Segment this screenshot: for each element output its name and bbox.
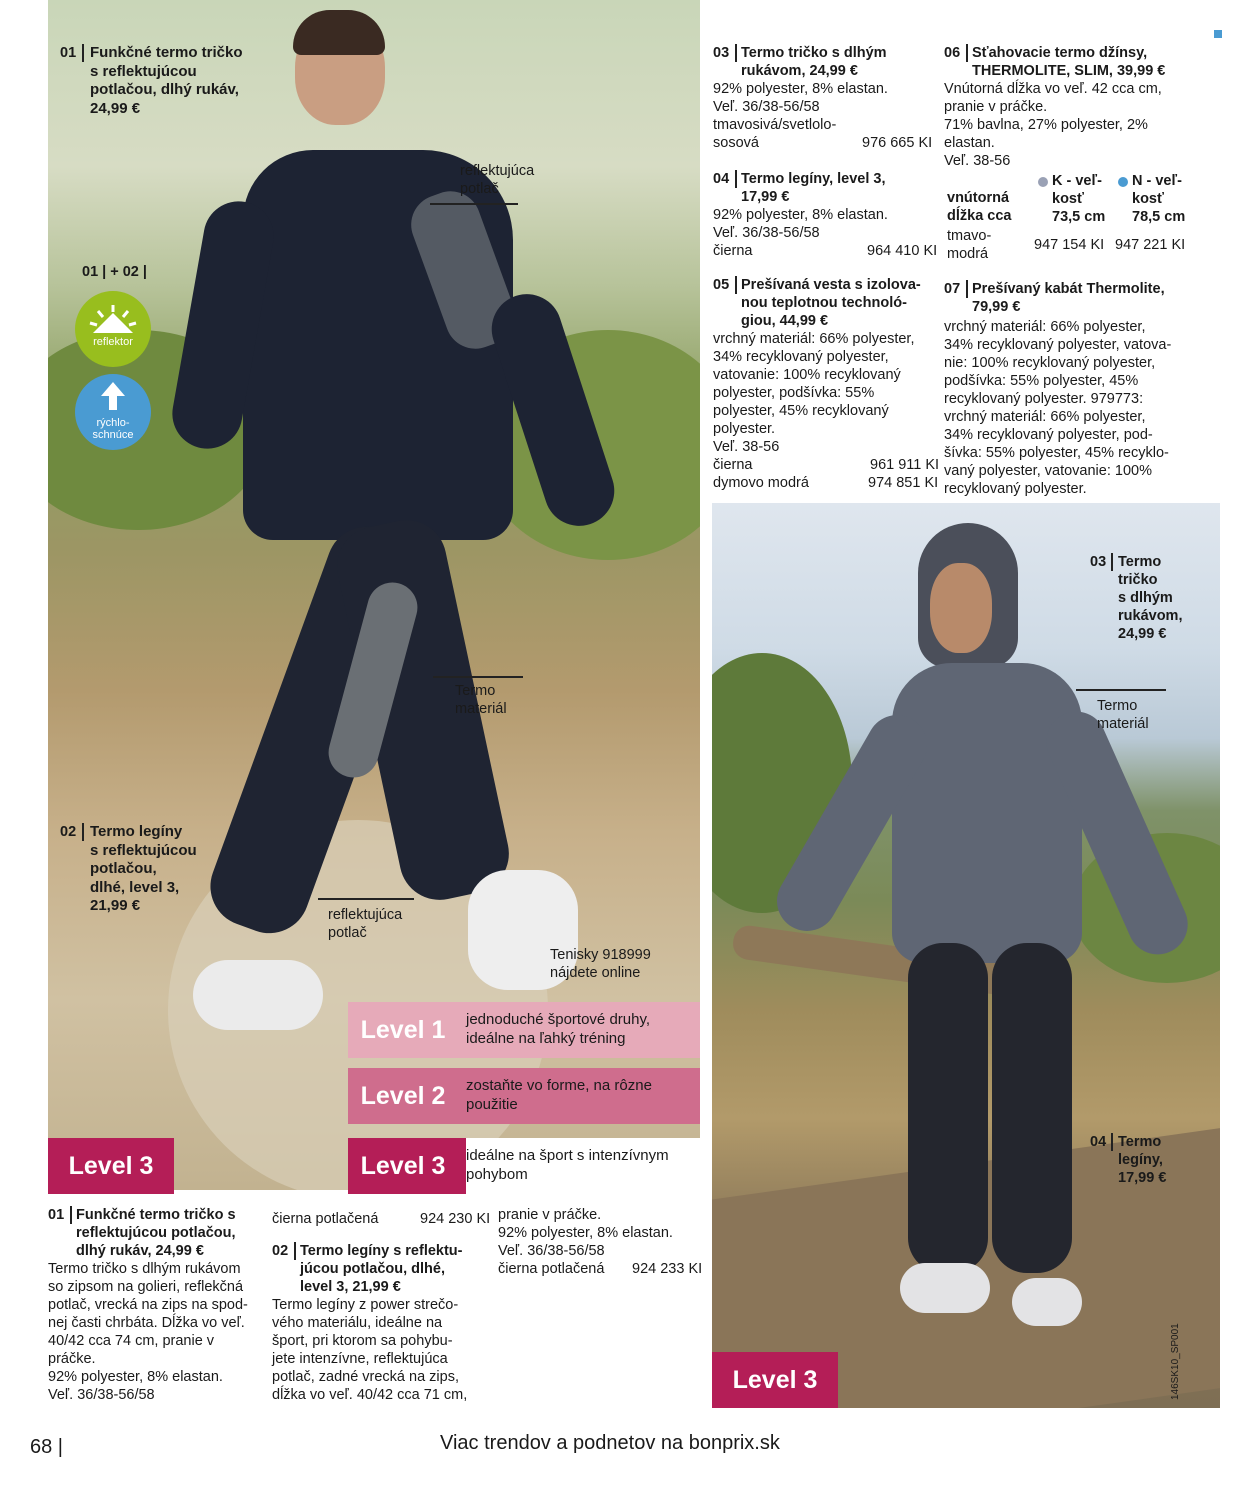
divider bbox=[82, 823, 84, 841]
corner-mark bbox=[1214, 30, 1222, 38]
k-size-head: K - veľ- kosť 73,5 cm bbox=[1052, 173, 1106, 225]
p06-n-code: 947 221 KI bbox=[1115, 237, 1186, 253]
combo-label: 01 | + 02 | bbox=[82, 264, 147, 280]
callout-thermo-material: Termo materiál bbox=[455, 683, 507, 717]
callout-reflective-top: reflektujúca potlač bbox=[460, 163, 535, 197]
p05-code-1: 961 911 KI bbox=[870, 457, 940, 473]
woman-face bbox=[930, 563, 992, 653]
callout-line bbox=[1076, 689, 1166, 691]
divider bbox=[70, 1206, 72, 1224]
p03-code: 976 665 KI bbox=[862, 135, 933, 151]
n-size-dot bbox=[1118, 177, 1128, 187]
side-code: 146SK10_SP001 bbox=[1170, 1323, 1181, 1400]
p07-number: 07 bbox=[944, 281, 961, 297]
photo2-level-tag bbox=[712, 1352, 838, 1408]
k-size-dot bbox=[1038, 177, 1048, 187]
rychlo-label: rýchlo- schnúce bbox=[92, 417, 134, 441]
b01-number: 01 bbox=[48, 1207, 65, 1223]
p04-body: 92% polyester, 8% elastan. Veľ. 36/38-56/58 čierna bbox=[713, 207, 888, 259]
runner-hair bbox=[293, 10, 385, 55]
p05-number: 05 bbox=[713, 277, 730, 293]
p04-number: 04 bbox=[713, 171, 730, 187]
p06-body: Vnútorná dĺžka vo veľ. 42 cca cm, pranie v práčke. 71% bavlna, 27% polyester, 2% elastan. Veľ. 38-56 bbox=[944, 81, 1162, 169]
reflektor-label: reflektor bbox=[93, 336, 133, 348]
callout-reflective-bottom: reflektujúca potlač bbox=[328, 907, 403, 941]
p05-body: vrchný materiál: 66% polyester, 34% recyklovaný polyester, vatovanie: 100% recyklovaný polyester, podšívka: 55% polyester, 45% recyklovaný polyester. Veľ. 38-56 bbox=[713, 331, 915, 455]
divider bbox=[735, 44, 737, 62]
p06-color: tmavo- modrá bbox=[947, 228, 992, 262]
divider bbox=[1111, 1133, 1113, 1151]
p05-code-2: 974 851 KI bbox=[868, 475, 939, 491]
level-2-label: Level 2 bbox=[360, 1082, 446, 1110]
photo1-level-tag-label: Level 3 bbox=[68, 1152, 154, 1180]
woman-leg-left bbox=[908, 943, 988, 1273]
divider bbox=[966, 280, 968, 298]
p04-title: Termo legíny, level 3, 17,99 € bbox=[741, 171, 886, 205]
p06-k-code: 947 154 KI bbox=[1034, 237, 1105, 253]
p05-title: Prešívaná vesta s izolova- nou teplotnou technoló- giou, 44,99 € bbox=[741, 277, 921, 329]
item-02-title: Termo legíny s reflektujúcou potlačou, dlhé, level 3, 21,99 € bbox=[90, 823, 197, 914]
rychlo-badge bbox=[75, 374, 151, 450]
level-1-desc: jednoduché športové druhy, ideálne na ľahký tréning bbox=[466, 1011, 651, 1047]
photo2-material: Termo materiál bbox=[1097, 698, 1149, 732]
level-3-desc: ideálne na šport s intenzívnym pohybom bbox=[466, 1138, 700, 1194]
woman-top bbox=[892, 663, 1082, 963]
photo2-p03-title: Termo tričko s dlhým rukávom, 24,99 € bbox=[1118, 554, 1183, 642]
b02-continued: pranie v práčke. 92% polyester, 8% elastan. Veľ. 36/38-56/58 bbox=[498, 1207, 673, 1259]
woman-sneaker-left bbox=[900, 1263, 990, 1313]
divider bbox=[735, 170, 737, 188]
p07-title: Prešívaný kabát Thermolite, 79,99 € bbox=[972, 281, 1165, 315]
level-2-bar bbox=[348, 1068, 700, 1124]
p03-number: 03 bbox=[713, 45, 730, 61]
b01-title: Funkčné termo tričko s reflektujúcou potlačou, dlhý rukáv, 24,99 € bbox=[76, 1207, 236, 1259]
b02-body: Termo legíny z power strečo- vého materiálu, ideálne na šport, pri ktorom sa pohybu- jete intenzívne, reflektujúca potlač, zadné vrecká na zips, dĺžka vo veľ. 40/42 cca 71 cm, bbox=[272, 1297, 468, 1403]
b02-number: 02 bbox=[272, 1243, 289, 1259]
level-1-bar bbox=[348, 1002, 700, 1058]
footer-text: Viac trendov a podnetov na bonprix.sk bbox=[440, 1432, 780, 1454]
divider bbox=[966, 44, 968, 62]
b01-body: Termo tričko s dlhým rukávom so zipsom na golieri, reflekčná potlač, vrecká na zips na spod- nej časti chrbáta. Dĺžka vo veľ. 40/42 cca 74 cm, pranie v práčke. 92% polyester, 8% elastan. Veľ. 36/38-56/58 bbox=[48, 1261, 248, 1403]
sun-burst-icon bbox=[88, 303, 138, 337]
b01-code: 924 230 KI bbox=[420, 1211, 491, 1227]
b01-color: čierna potlačená bbox=[272, 1211, 379, 1227]
photo2-p04-number: 04 bbox=[1090, 1134, 1107, 1150]
p03-title: Termo tričko s dlhým rukávom, 24,99 € bbox=[741, 45, 887, 79]
p06-title: Sťahovacie termo džínsy, THERMOLITE, SLIM, 39,99 € bbox=[972, 45, 1166, 79]
callout-line bbox=[430, 203, 518, 205]
arrow-up-icon bbox=[93, 380, 133, 414]
p03-body: 92% polyester, 8% elastan. Veľ. 36/38-56/58 tmavosivá/svetlolo- sosová bbox=[713, 81, 888, 151]
level-3-bar bbox=[348, 1138, 700, 1194]
divider bbox=[1111, 553, 1113, 571]
p05-color-2: dymovo modrá bbox=[713, 475, 809, 491]
callout-line bbox=[433, 676, 523, 678]
photo2-p04-title: Termo legíny, 17,99 € bbox=[1118, 1134, 1167, 1186]
b02-color: čierna potlačená bbox=[498, 1261, 605, 1277]
divider bbox=[82, 44, 84, 62]
p06-number: 06 bbox=[944, 45, 961, 61]
b02-title: Termo legíny s reflektu- júcou potlačou, dlhé, level 3, 21,99 € bbox=[300, 1243, 463, 1295]
b02-code: 924 233 KI bbox=[632, 1261, 703, 1277]
callout-line bbox=[318, 898, 414, 900]
photo2-level-tag-label: Level 3 bbox=[732, 1366, 818, 1394]
n-size-head: N - veľ- kosť 78,5 cm bbox=[1132, 173, 1186, 225]
sneaker-left bbox=[193, 960, 323, 1030]
item-01-title: Funkčné termo tričko s reflektujúcou potlačou, dlhý rukáv, 24,99 € bbox=[90, 44, 243, 117]
p04-code: 964 410 KI bbox=[867, 243, 938, 259]
woman-leg-right bbox=[992, 943, 1072, 1273]
p05-color-1: čierna bbox=[713, 457, 753, 473]
photo1-level-tag bbox=[48, 1138, 174, 1194]
level-1-label: Level 1 bbox=[360, 1016, 446, 1044]
reflektor-badge bbox=[75, 291, 151, 367]
photo2-p03-number: 03 bbox=[1090, 554, 1107, 570]
divider bbox=[735, 276, 737, 294]
level-2-desc: zostaňte vo forme, na rôzne použitie bbox=[466, 1077, 652, 1113]
callout-sneakers: Tenisky 918999 nájdete online bbox=[550, 947, 651, 981]
divider bbox=[294, 1242, 296, 1260]
inner-length-label: vnútorná dĺžka cca bbox=[947, 190, 1012, 224]
p07-body: vrchný materiál: 66% polyester, 34% recyklovaný polyester, vatova- nie: 100% recyklovaný polyester, podšívka: 55% polyester, 45% recyklovaný polyester. 979773: vrchný materiál: 66% polyester, 34% recyklovaný polyester, pod- šívka: 55% polyester, 45% recyklo- vaný polyester, vatovanie: 100% recyklovaný polyester. bbox=[944, 319, 1172, 497]
level-3-label: Level 3 bbox=[360, 1152, 446, 1180]
woman-sneaker-right bbox=[1012, 1278, 1082, 1326]
item-02-number: 02 bbox=[60, 824, 77, 840]
item-01-number: 01 bbox=[60, 45, 77, 61]
page-number: 68 | bbox=[30, 1436, 63, 1458]
